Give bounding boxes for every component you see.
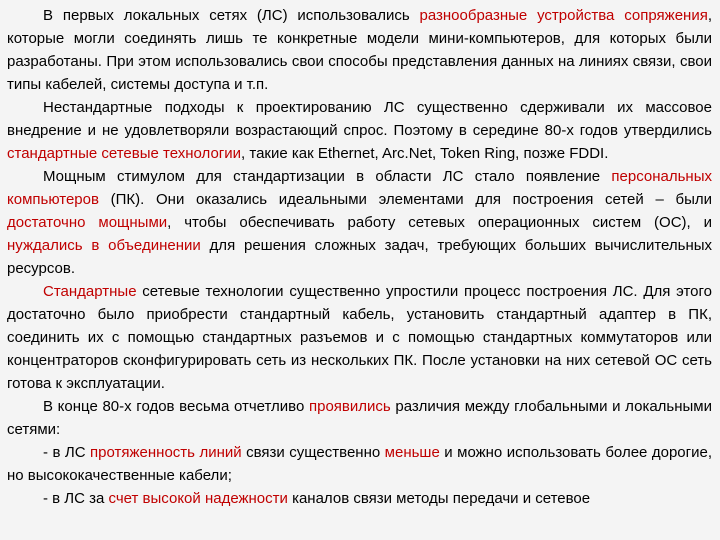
- text-segment: В конце 80-х годов весьма отчетливо: [43, 398, 309, 415]
- highlighted-term: нуждались в объединении: [7, 237, 201, 254]
- text-segment: и можно использовать более дорогие, но высококачественные кабели;: [7, 444, 712, 484]
- highlighted-term: разнообразные устройства сопряжения: [419, 7, 708, 24]
- text-segment: Нестандартные подходы к проектированию ЛС существенно сдерживали их массовое внедрение и не удовлетворяли возрастающий спрос. Поэтому в середине 80-х годов утвердились: [7, 99, 712, 139]
- highlighted-term: счет высокой надежности: [108, 490, 288, 507]
- highlighted-term: меньше: [384, 444, 440, 461]
- text-segment: , такие как Ethernet, Arc.Net, Token Ring, позже FDDI.: [241, 145, 609, 162]
- text-segment: - в ЛС за: [43, 490, 109, 507]
- text-segment: связи существенно: [241, 444, 385, 461]
- text-segment: каналов связи методы передачи и сетевое: [287, 490, 591, 507]
- text-segment: для решения сложных задач, требующих больших вычислительных ресурсов.: [7, 237, 713, 277]
- text-segment: В первых локальных сетях (ЛС) использовались: [43, 7, 420, 24]
- highlighted-term: протяженность линий: [90, 444, 242, 461]
- highlighted-term: проявились: [308, 398, 391, 415]
- text-segment: различия между глобальными и локальными сетями:: [7, 398, 712, 438]
- highlighted-term: Стандартные: [43, 283, 137, 300]
- list-item-1: [7, 441, 712, 487]
- text-segment: - в ЛС: [43, 444, 91, 461]
- text-segment: сетевые технологии существенно упростили процесс построения ЛС. Для этого достаточно было приобрести стандартный кабель, установить стандартный адаптер в ПК, соединить их с помощью стандартных разъемов и с помощью стандартных коммутаторов или концентраторов сконфигурировать сеть из нескольких ПК. После установки на них сетевой ОС сеть готова к эксплуатации.: [7, 283, 712, 392]
- text-segment: , чтобы обеспечивать работу сетевых операционных систем (ОС), и: [167, 214, 712, 231]
- text-segment: (ПК). Они оказались идеальными элементами для построения сетей – были: [98, 191, 712, 208]
- text-segment: , которые могли соединять лишь те конкретные модели мини-компьютеров, для которых были разработаны. При этом использовались свои способы представления данных на линиях связи, свои типы кабелей, системы доступа и т.п.: [7, 7, 712, 93]
- highlighted-term: достаточно мощными: [7, 214, 168, 231]
- paragraph-5: [7, 395, 712, 441]
- paragraph-2: [7, 96, 712, 165]
- highlighted-term: стандартные сетевые технологии: [7, 145, 242, 162]
- text-segment: Мощным стимулом для стандартизации в области ЛС стало появление: [43, 168, 612, 185]
- highlighted-term: персональных компьютеров: [7, 168, 712, 208]
- paragraph-1: [7, 4, 712, 96]
- paragraph-4: [7, 280, 712, 395]
- list-item-2: [7, 487, 712, 510]
- paragraph-3: [7, 165, 712, 280]
